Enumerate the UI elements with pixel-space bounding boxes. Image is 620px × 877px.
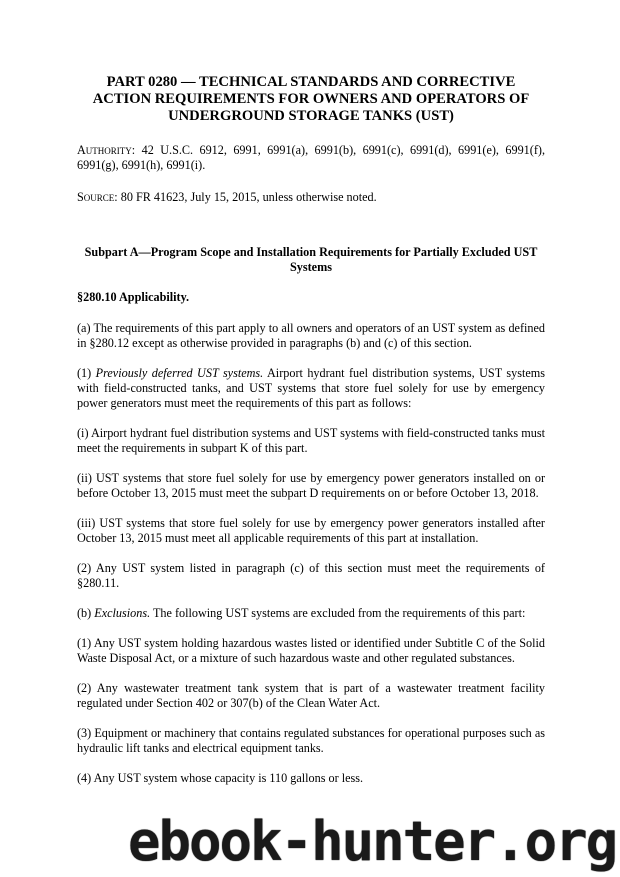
paragraph-b-prefix: (b) <box>77 606 95 620</box>
source-note <box>77 190 545 205</box>
paragraph-a-1-text: Airport hydrant fuel distribution systems, UST systems with field-constructed tanks, and UST systems that store fuel solely for use by emergency power generators must meet the requirements of this part as follows: <box>77 366 545 410</box>
paragraph-b-4: (4) Any UST system whose capacity is 110 gallons or less. <box>77 771 364 785</box>
paragraph-b-heading: Exclusions. <box>94 606 151 620</box>
paragraph-b-1: (1) Any UST system holding hazardous wastes listed or identified under Subtitle C of the Solid Waste Disposal Act, or a mixture of such hazardous waste and other regulated substances. <box>77 636 545 665</box>
part-title-line-3: UNDERGROUND STORAGE TANKS (UST) <box>168 108 454 124</box>
paragraph-a-1-iii: (iii) UST systems that store fuel solely for use by emergency power generators installed after October 13, 2015 must meet all applicable requirements of this part at installation. <box>77 516 545 545</box>
paragraph-a-1-ii: (ii) UST systems that store fuel solely for use by emergency power generators installed on or before October 13, 2015 must meet the subpart D requirements on or before October 13, 2018. <box>77 471 545 500</box>
source-text: 80 FR 41623, July 15, 2015, unless otherwise noted. <box>117 190 377 204</box>
section-heading: §280.10 Applicability. <box>77 290 190 304</box>
source-label: Source: <box>77 190 118 204</box>
paragraph-b-2: (2) Any wastewater treatment tank system that is part of a wastewater treatment facility regulated under Section 402 or 307(b) of the Clean Water Act. <box>77 681 545 710</box>
paragraph-a-1-heading: Previously deferred UST systems. <box>95 366 264 380</box>
paragraph-a-2: (2) Any UST system listed in paragraph (c) of this section must meet the requirements of §280.11. <box>77 561 545 590</box>
document-body <box>77 74 545 801</box>
paragraph-a-1 <box>77 366 545 411</box>
authority-label: Authority: <box>77 143 136 157</box>
paragraph-a: (a) The requirements of this part apply to all owners and operators of an UST system as defined in §280.12 except as otherwise provided in paragraphs (b) and (c) of this section. <box>77 321 545 350</box>
subpart-heading: Subpart A—Program Scope and Installation Requirements for Partially Excluded UST Systems <box>84 245 538 274</box>
authority-text: 42 U.S.C. 6912, 6991, 6991(a), 6991(b), 6991(c), 6991(d), 6991(e), 6991(f), 6991(g), 6991(h), 6991(i). <box>77 143 545 172</box>
authority-note <box>77 143 545 173</box>
part-title-line-2: ACTION REQUIREMENTS FOR OWNERS AND OPERATORS OF <box>92 91 530 107</box>
part-title-line-1: PART 0280 — TECHNICAL STANDARDS AND CORRECTIVE <box>106 74 516 90</box>
part-title <box>77 74 545 125</box>
watermark-text: ebook-hunter.org <box>128 810 617 873</box>
paragraph-b-text: The following UST systems are excluded from the requirements of this part: <box>150 606 526 620</box>
paragraph-b <box>77 606 545 621</box>
paragraph-a-1-prefix: (1) <box>77 366 96 380</box>
paragraph-b-3: (3) Equipment or machinery that contains regulated substances for operational purposes such as hydraulic lift tanks and electrical equipment tanks. <box>77 726 545 755</box>
paragraph-a-1-i: (i) Airport hydrant fuel distribution systems and UST systems with field-constructed tanks must meet the requirements in subpart K of this part. <box>77 426 545 455</box>
